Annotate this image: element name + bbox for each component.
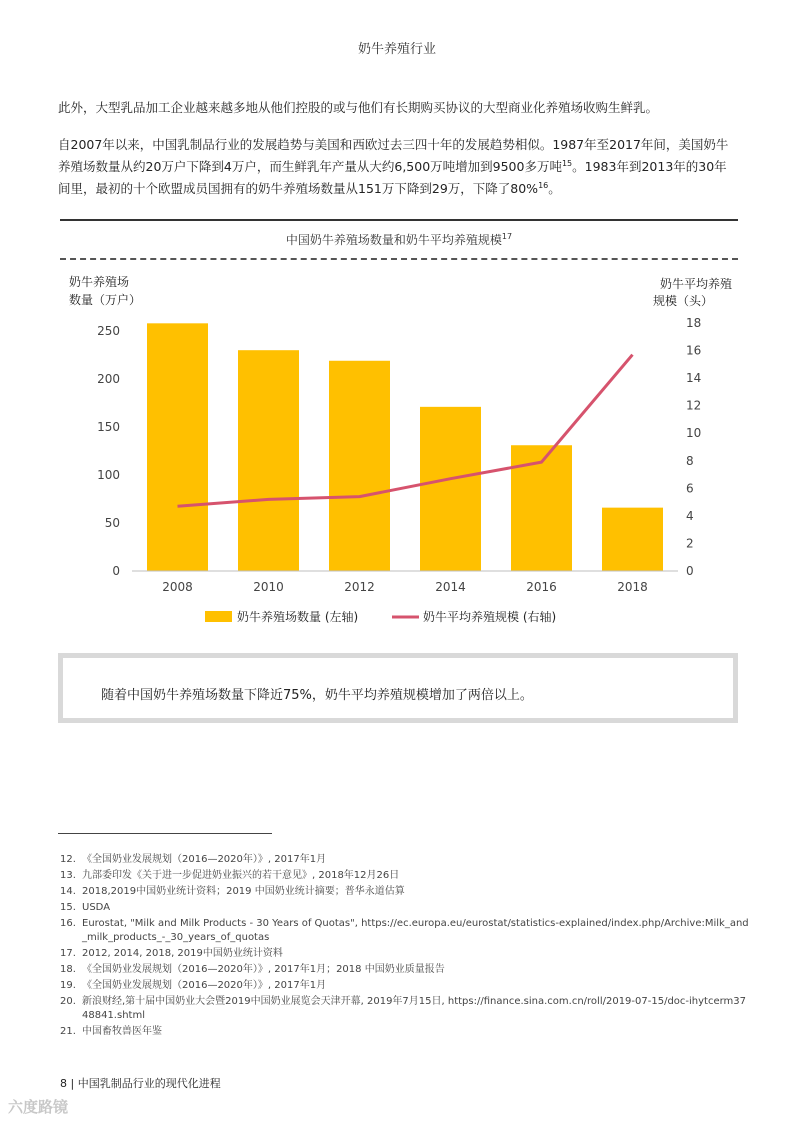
footnote-item (60, 947, 750, 961)
right-tick-label: 12 (686, 398, 702, 413)
x-tick-label: 2018 (617, 580, 648, 594)
footnote-text: 《全国奶业发展规划（2016—2020年）》, 2017年1月 (82, 980, 327, 991)
footnote-number: 12. (60, 854, 76, 865)
footnote-text: 新浪财经,第十届中国奶业大会暨2019中国奶业展览会天津开幕, 2019年7月15日, https://finance.sina.com.cn/roll/2019-07-15/doc-ihytcerm3748841.shtml (82, 996, 747, 1021)
footnote-number: 16. (60, 918, 76, 929)
left-tick-label: 50 (104, 516, 120, 530)
footnote-item (60, 995, 750, 1023)
footnote-text: 中国畜牧兽医年鉴 (82, 1026, 162, 1037)
left-tick-label: 200 (97, 372, 120, 386)
bar-2014 (420, 407, 481, 571)
footnote-rule (58, 833, 272, 834)
footnote-text: Eurostat, "Milk and Milk Products - 30 Years of Quotas", https://ec.europa.eu/eurostat/statistics-explained/index.php/Archive:Milk_and_milk_products_-_30_years_of_quotas (82, 918, 749, 943)
watermark-logo: 六度路镜 (8, 1098, 69, 1116)
footnote-ref[interactable]: 15 (561, 159, 573, 168)
callout-box (58, 653, 738, 723)
right-tick-label: 4 (686, 508, 694, 523)
left-axis-label-line2: 数量（万户） (69, 293, 142, 307)
x-tick-label: 2016 (526, 580, 557, 594)
bar-line-chart (0, 262, 794, 642)
footnote-text: 《全国奶业发展规划（2016—2020年）》, 2017年1月 (82, 854, 327, 865)
footnote-item (60, 1025, 750, 1039)
footnote-number: 21. (60, 1026, 76, 1037)
right-tick-label: 16 (686, 343, 702, 358)
chart-title: 中国奶牛养殖场数量和奶牛平均养殖规模$^{17}$ (285, 232, 513, 247)
right-tick-label: 2 (686, 536, 694, 551)
footnote-item (60, 869, 750, 883)
page-footer (60, 1075, 221, 1091)
x-tick-label: 2014 (435, 580, 466, 594)
right-tick-label: 14 (686, 371, 702, 386)
right-tick-label: 0 (686, 564, 694, 578)
left-tick-label: 250 (97, 324, 120, 338)
footnote-item (60, 901, 750, 915)
bar-2018 (602, 508, 663, 571)
footnote-text: 2012, 2014, 2018, 2019中国奶业统计资料 (82, 948, 283, 959)
legend-label-line: 奶牛平均养殖规模 (右轴) (423, 610, 557, 624)
paragraph-1: 此外，大型乳品加工企业越来越多地从他们控股的或与他们有长期购买协议的大型商业化养殖场收购生鲜乳。 (58, 100, 659, 115)
bar-2010 (238, 350, 299, 571)
x-tick-label: 2008 (162, 580, 193, 594)
right-axis-label-line2: 规模（头） (652, 294, 713, 308)
footnote-item (60, 853, 750, 867)
footnote-text: 《全国奶业发展规划（2016—2020年）》, 2017年1月；2018 中国奶业质量报告 (82, 964, 445, 975)
x-tick-label: 2012 (344, 580, 375, 594)
right-axis-label-line1: 奶牛平均养殖 (659, 277, 732, 291)
bar-2012 (329, 361, 390, 571)
footnote-item (60, 885, 750, 899)
footnote-number: 18. (60, 964, 76, 975)
footnote-number: 17. (60, 948, 76, 959)
footnote-item (60, 963, 750, 977)
legend-swatch-bar (205, 611, 232, 622)
right-tick-label: 6 (686, 481, 694, 496)
footnote-text: 九部委印发《关于进一步促进奶业振兴的若干意见》, 2018年12月26日 (82, 870, 400, 881)
footer-title: 中国乳制品行业的现代化进程 (77, 1077, 221, 1090)
footnote-item (60, 917, 750, 945)
footnote-text: USDA (82, 902, 111, 913)
legend-label-bar: 奶牛养殖场数量 (左轴) (237, 610, 359, 624)
footnote-ref[interactable]: 16 (538, 181, 549, 191)
paragraph-2: 自2007年以来，中国乳制品行业的发展趋势与美国和西欧过去三四十年的发展趋势相似。1987年至2017年间，美国奶牛养殖场数量从约20万户下降到4万户，而生鲜乳年产量从大约6,500万吨增加到9500多万吨$^{15}$。1983年到2013年的30年间里，最初的十个欧盟成员国拥有的奶牛养殖场数量从151万下降到29万，下降了80%$^{16}$。 (58, 137, 729, 197)
right-tick-label: 18 (686, 316, 702, 330)
footnote-ref[interactable]: 17 (501, 232, 513, 241)
left-tick-label: 150 (97, 420, 120, 434)
bar-2008 (147, 323, 208, 571)
footnote-item (60, 979, 750, 993)
chart-divider (60, 258, 738, 260)
x-tick-label: 2010 (253, 580, 284, 594)
left-tick-label: 100 (97, 468, 120, 482)
footnote-number: 19. (60, 980, 76, 991)
chart-top-rule (60, 219, 738, 221)
footnote-number: 20. (60, 996, 76, 1007)
callout-text: 随着中国奶牛养殖场数量下降近75%，奶牛平均养殖规模增加了两倍以上。 (101, 688, 533, 703)
bar-2016 (511, 445, 572, 571)
footnotes (60, 853, 750, 1041)
left-tick-label: 0 (112, 564, 120, 578)
right-tick-label: 10 (686, 426, 702, 441)
left-axis-label-line1: 奶牛养殖场 (69, 275, 130, 289)
footnote-number: 14. (60, 886, 76, 897)
page-number: 8 (60, 1077, 67, 1090)
footer-separator: | (70, 1077, 75, 1090)
footnote-number: 13. (60, 870, 76, 881)
page-header: 奶牛养殖行业 (357, 42, 436, 57)
footnote-number: 15. (60, 902, 76, 913)
footnote-text: 2018,2019中国奶业统计资料；2019 中国奶业统计摘要；普华永道估算 (82, 886, 405, 897)
right-tick-label: 8 (686, 453, 694, 468)
